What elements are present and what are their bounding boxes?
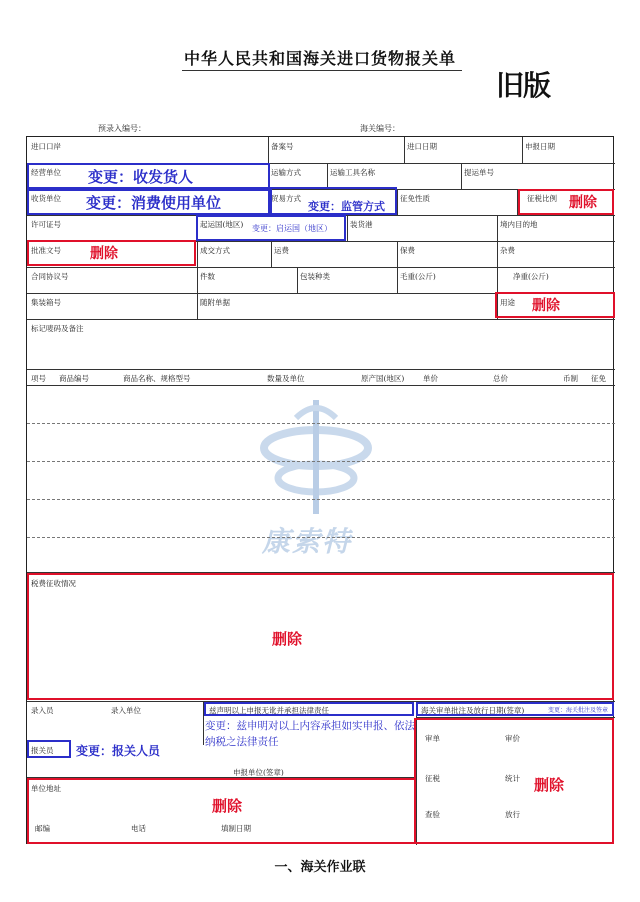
destination-label: 境内目的地 [500,220,538,229]
customs-review-header-label: 海关审单批注及放行日期(签章) [421,706,525,715]
attached-docs-label: 随附单据 [200,298,230,307]
delete-box-tax-ratio [518,189,614,215]
freight-label: 运费 [274,246,289,255]
delete-tax-status-text: 删除 [272,630,303,648]
declarant-label: 报关员 [31,746,54,755]
tax-levy-label: 征税 [425,774,440,783]
deal-mode-label: 成交方式 [200,246,230,255]
insurance-label: 保费 [400,246,415,255]
business-unit-label: 经营单位 [31,168,61,177]
declare-date-label: 申报日期 [525,142,555,151]
document-title: 中华人民共和国海关进口货物报关单 [183,49,456,68]
unit-address-label: 单位地址 [31,784,61,793]
change-consignor-text: 变更：收发货人 [88,168,194,186]
import-port-label: 进口口岸 [31,142,61,151]
delete-customs-review-text: 删除 [534,776,565,794]
declaring-unit-sign-label: 申报单位(签章) [233,768,284,777]
tax-status-label: 税费征收情况 [31,579,76,588]
pre-entry-number-label: 预录入编号： [98,124,146,133]
goods-header-commodity-code: 商品编号 [59,374,89,383]
change-box-declaration [204,702,414,716]
goods-header-origin: 原产国(地区) [361,374,405,383]
change-declaration-text: 变更：兹申明对以上内容承担如实申报、依法纳税之法律责任 [205,720,415,748]
delete-box-customs-review [414,718,614,844]
watermark-text: 康索特 [262,525,353,558]
change-stamp-text: 变更：海关批注及签章 [548,707,609,714]
entry-clerk-label: 录入员 [31,706,54,715]
transport-name-label: 运输工具名称 [330,168,375,177]
contract-number-label: 合同协议号 [31,272,69,281]
package-type-label: 包装种类 [300,272,330,281]
delete-approval-number-text: 删除 [90,246,118,262]
postcode-label: 邮编 [35,824,50,833]
delete-unit-address-text: 删除 [212,797,243,815]
customs-number-label: 海关编号： [360,124,400,133]
change-consumer-unit-text: 变更：消费使用单位 [86,194,222,212]
net-weight-label: 净重(公斤) [513,272,549,281]
consignee-label: 收货单位 [31,194,61,203]
pricing-label: 审价 [505,734,520,743]
goods-header-exemption: 征免 [591,374,606,383]
usage-label: 用途 [500,298,515,307]
old-version-tag: 旧版 [496,69,551,102]
release-label: 放行 [505,810,520,819]
goods-header-item-no: 项号 [31,374,46,383]
approval-number-label: 批准文号 [31,246,61,255]
goods-header-name-spec: 商品名称、规格型号 [123,374,191,383]
goods-header-quantity: 数量及单位 [267,374,305,383]
statistics-label: 统计 [505,774,520,783]
tax-ratio-label: 征税比例 [527,194,557,203]
copy-designation: 一、海关作业联 [274,860,366,875]
packages-label: 件数 [200,272,215,281]
transport-mode-label: 运输方式 [271,168,301,177]
review-label: 审单 [425,734,440,743]
origin-country-label: 起运国(地区) [200,220,244,229]
change-declarant-text: 变更：报关人员 [76,744,161,758]
goods-header-currency: 币制 [563,374,578,383]
marks-remarks-label: 标记唛码及备注 [31,324,84,333]
misc-fee-label: 杂费 [500,246,515,255]
goods-header-total-price: 总价 [493,374,508,383]
delete-tax-ratio-text: 删除 [569,195,597,211]
inspection-label: 查验 [425,810,440,819]
container-number-label: 集装箱号 [31,298,61,307]
entry-unit-label: 录入单位 [111,706,141,715]
license-number-label: 许可证号 [31,220,61,229]
loading-port-label: 装货港 [350,220,373,229]
exemption-nature-label: 征免性质 [400,194,430,203]
declaration-statement-label: 兹声明以上申报无讹并承担法律责任 [209,706,329,715]
gross-weight-label: 毛重(公斤) [400,272,436,281]
record-number-label: 备案号 [271,142,294,151]
import-date-label: 进口日期 [407,142,437,151]
trade-mode-label: 贸易方式 [271,194,301,203]
title-underline [182,70,462,71]
delete-usage-text: 删除 [532,298,560,314]
change-box-declarant [27,740,71,758]
goods-header-unit-price: 单价 [423,374,438,383]
phone-label: 电话 [131,824,146,833]
delete-box-tax-status [27,573,614,700]
change-departure-text: 变更：启运国（地区） [252,224,332,233]
change-supervision-text: 变更：监管方式 [308,200,385,213]
bill-number-label: 提运单号 [464,168,494,177]
fill-date-label: 填制日期 [221,824,251,833]
